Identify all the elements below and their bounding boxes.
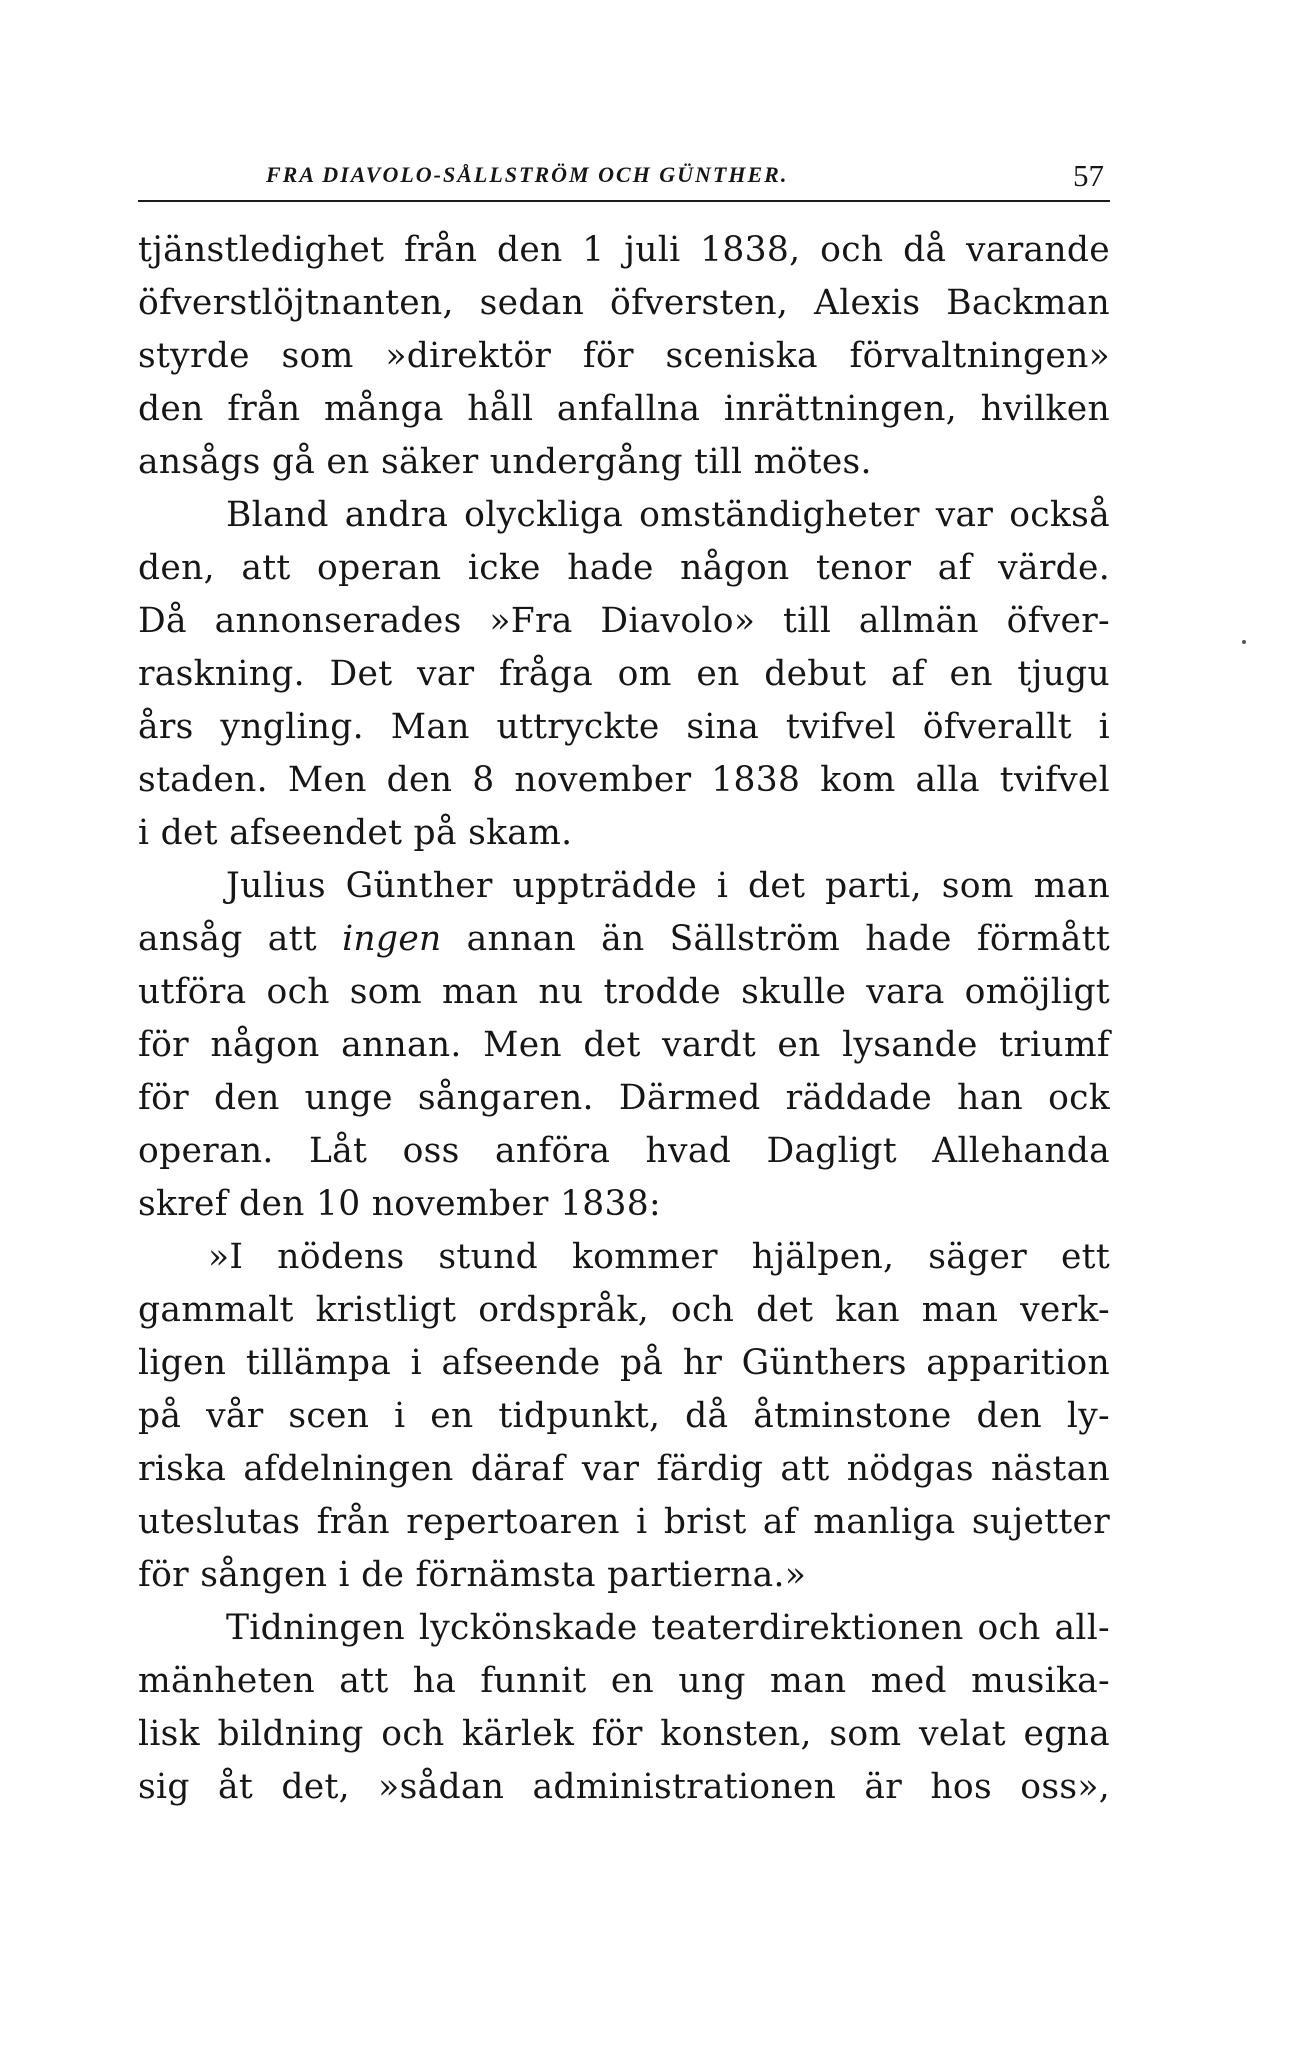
text-line: mänheten att ha funnit en ung man med musika- xyxy=(138,1661,1110,1701)
paragraph-4-quote xyxy=(138,1231,1110,1602)
text-line: öfverstlöjtnanten, sedan öfversten, Alexis Backman xyxy=(138,283,1110,323)
running-head xyxy=(138,152,1110,202)
text-line: gammalt kristligt ordspråk, och det kan man verk- xyxy=(138,1290,1110,1330)
paragraph-1 xyxy=(138,224,1110,489)
page-number: 57 xyxy=(1073,158,1104,193)
text-line: tjänstledighet från den 1 juli 1838, och då varande xyxy=(138,230,1110,270)
emphasis-word: ingen xyxy=(342,919,442,959)
text-line: »I nödens stund kommer hjälpen, säger ett xyxy=(208,1237,1110,1277)
book-page xyxy=(138,152,1110,1814)
text-line: Julius Günther uppträdde i det parti, som man xyxy=(226,866,1110,906)
text-line: styrde som »direktör för sceniska förvaltningen» xyxy=(138,336,1110,376)
text-line: den från många håll anfallna inrättningen, hvilken xyxy=(138,389,1110,429)
text-line: Tidningen lyckönskade teaterdirektionen och all- xyxy=(226,1608,1110,1648)
text-line: i det afseendet på skam. xyxy=(138,813,573,853)
running-title: FRA DIAVOLO-SÅLLSTRÖM OCH GÜNTHER. xyxy=(266,162,789,187)
text-line: Bland andra olyckliga omständigheter var också xyxy=(226,495,1110,535)
paper-speck xyxy=(1242,640,1246,644)
text-line: på vår scen i en tidpunkt, då åtminstone den ly- xyxy=(138,1396,1110,1436)
text-line: för den unge sångaren. Därmed räddade han ock xyxy=(138,1078,1110,1118)
text-line: skref den 10 november 1838: xyxy=(138,1184,661,1224)
paragraph-2 xyxy=(138,489,1110,860)
text-line: uteslutas från repertoaren i brist af manliga sujetter xyxy=(138,1502,1110,1542)
text-line: ligen tillämpa i afseende på hr Günthers apparition xyxy=(138,1343,1110,1383)
text-line: utföra och som man nu trodde skulle vara omöjligt xyxy=(138,972,1110,1012)
text-line: Då annonserades »Fra Diavolo» till allmän öfver- xyxy=(138,601,1110,641)
text-line: operan. Låt oss anföra hvad Dagligt Allehanda xyxy=(138,1131,1110,1171)
text-line: staden. Men den 8 november 1838 kom alla tvifvel xyxy=(138,760,1110,800)
text-line: ansågs gå en säker undergång till mötes. xyxy=(138,442,872,482)
text-line: lisk bildning och kärlek för konsten, som velat egna xyxy=(138,1714,1110,1754)
text-line: för någon annan. Men det vardt en lysande triumf xyxy=(138,1025,1110,1065)
text-segment: annan än Sällström hade förmått xyxy=(441,919,1110,959)
text-line: för sången i de förnämsta partierna.» xyxy=(138,1555,807,1595)
text-segment: ansåg att xyxy=(138,919,343,959)
text-line: sig åt det, »sådan administrationen är hos oss», xyxy=(138,1767,1110,1807)
body-text xyxy=(138,224,1110,1814)
text-line: raskning. Det var fråga om en debut af en tjugu xyxy=(138,654,1110,694)
text-line xyxy=(138,913,1110,966)
paragraph-3 xyxy=(138,860,1110,1231)
text-line: riska afdelningen däraf var färdig att nödgas nästan xyxy=(138,1449,1110,1489)
text-line: den, att operan icke hade någon tenor af värde. xyxy=(138,548,1110,588)
text-line: års yngling. Man uttryckte sina tvifvel öfverallt i xyxy=(138,707,1110,747)
paragraph-5 xyxy=(138,1602,1110,1814)
